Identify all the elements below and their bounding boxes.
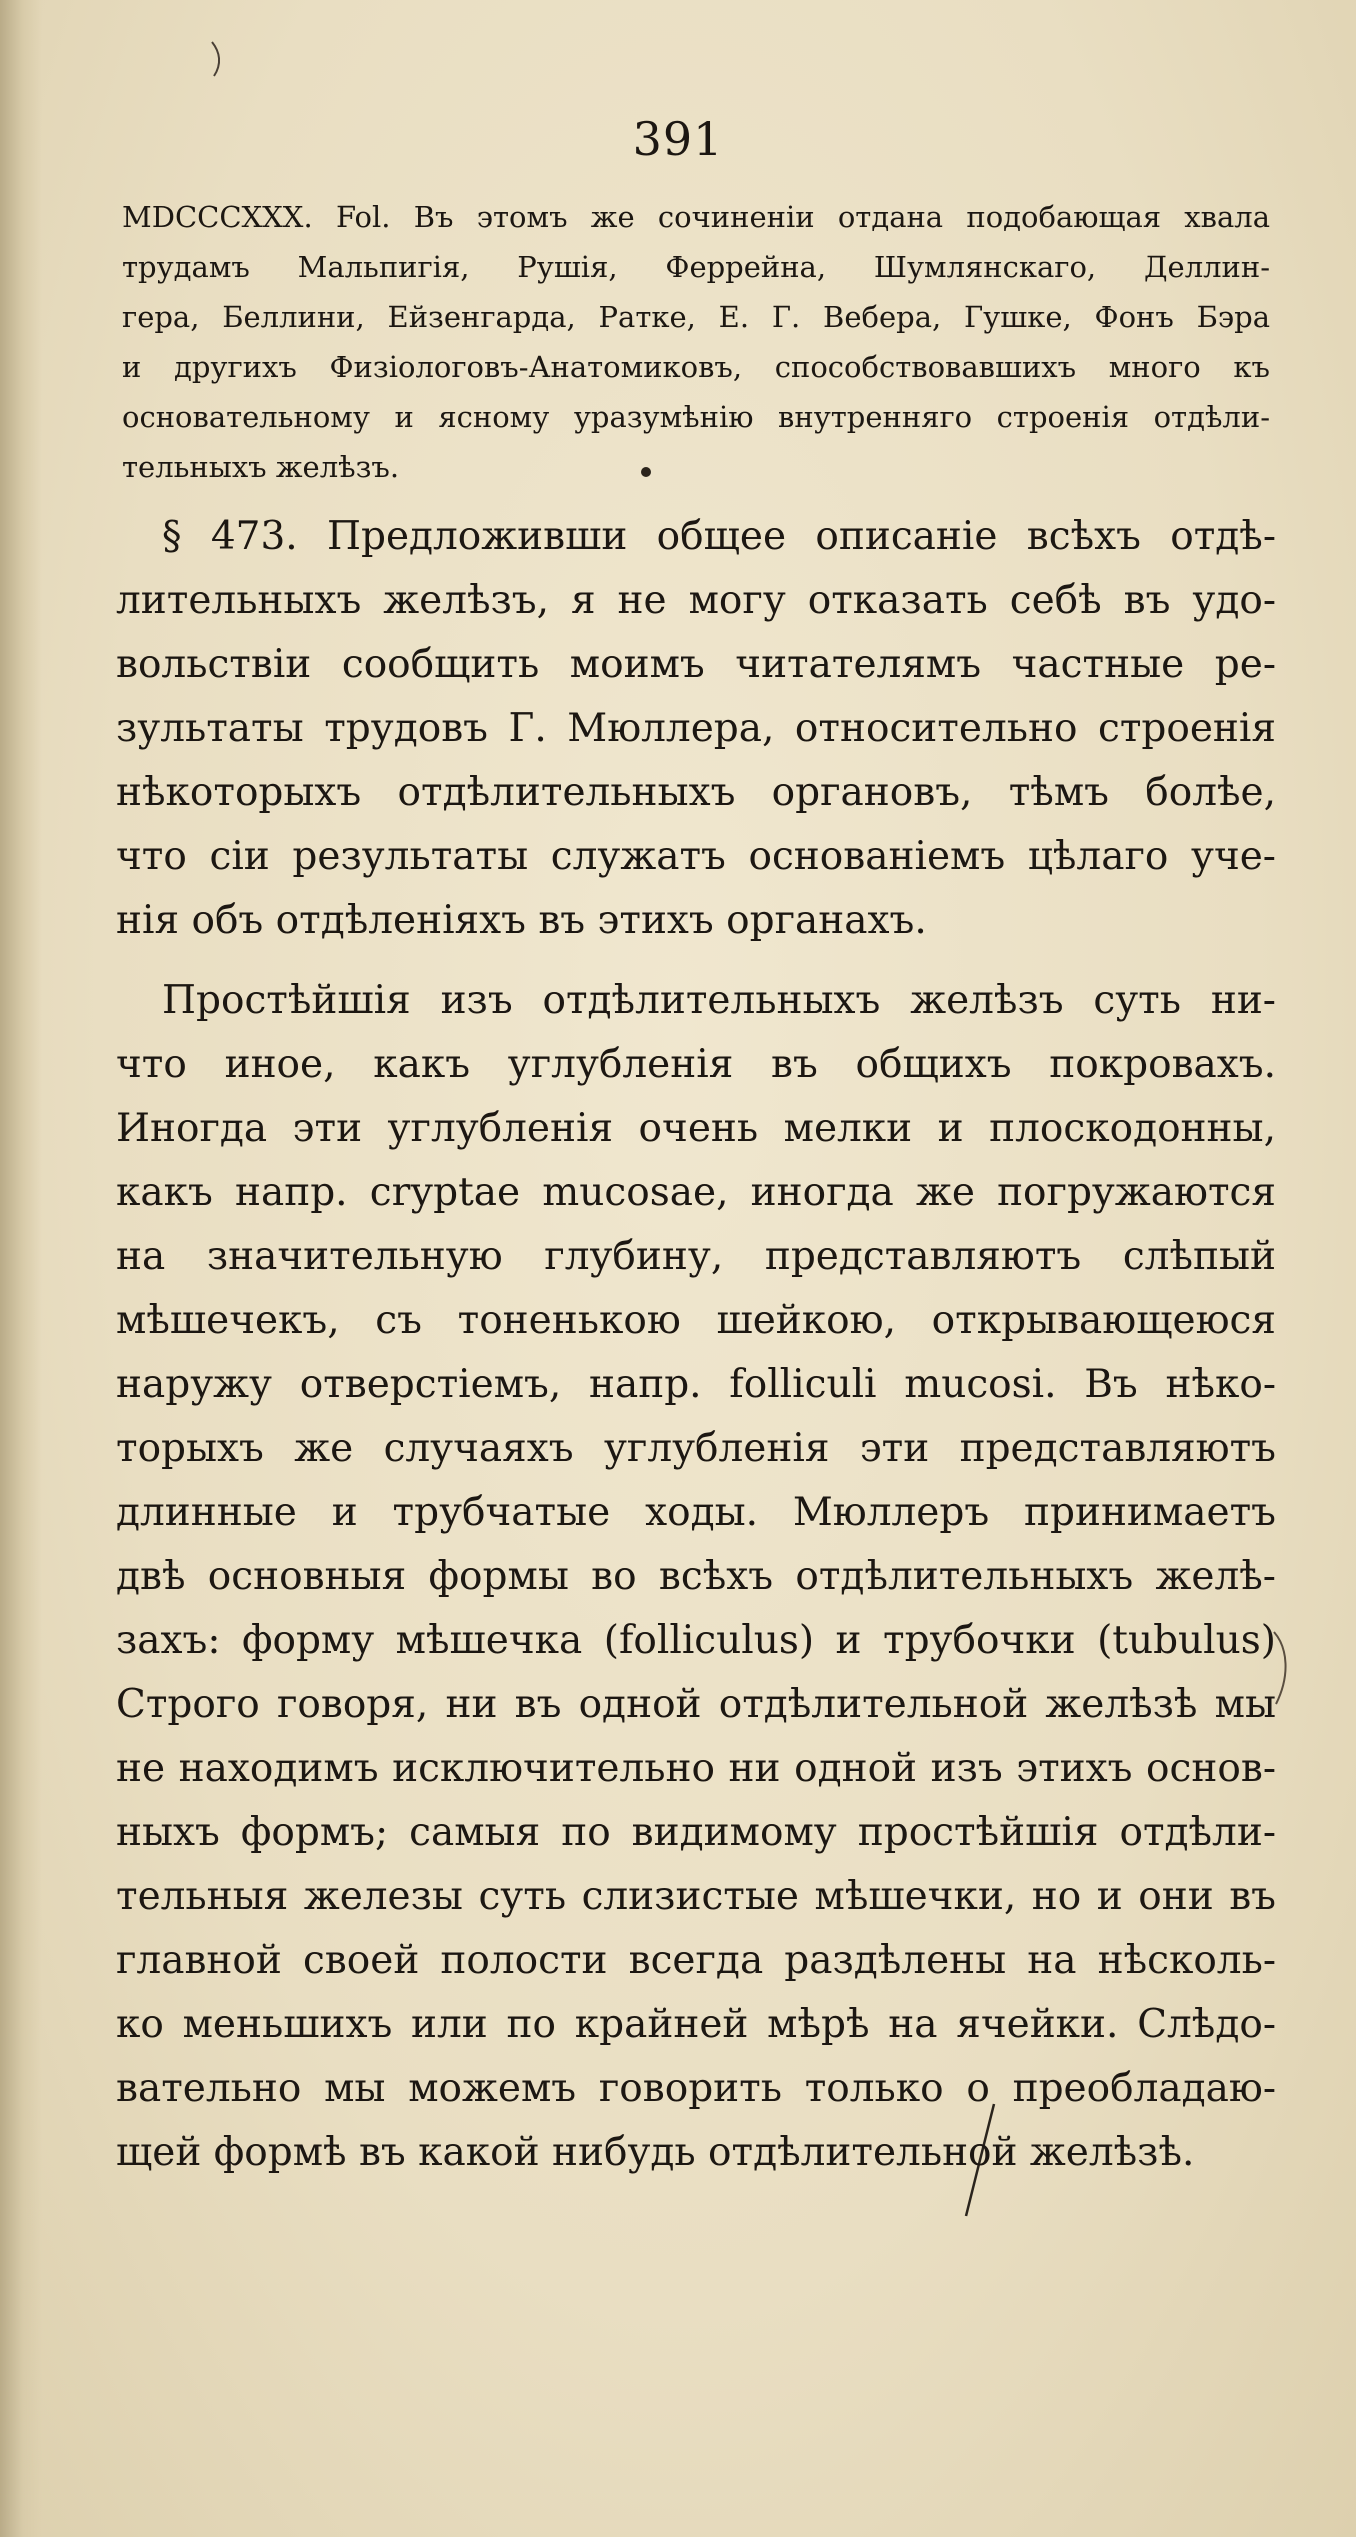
- paragraph-simplest-glands: [116, 969, 1276, 2185]
- footnote-line: гера, Беллини, Ейзенгарда, Ратке, Е. Г. Вебера, Гушке, Фонъ Бэра: [122, 300, 1270, 334]
- text-line: Простѣйшія изъ отдѣлительныхъ желѣзъ суть ни-: [162, 978, 1276, 1023]
- text-line: Иногда эти углубленія очень мелки и плоскодонны,: [116, 1106, 1276, 1151]
- text-line: торыхъ же случаяхъ углубленія эти представляютъ: [116, 1426, 1276, 1471]
- page-number: 391: [632, 112, 724, 166]
- footnote-line: трудамъ Мальпигія, Рушія, Феррейна, Шумлянскаго, Деллин-: [122, 250, 1270, 284]
- main-text: [116, 505, 1276, 2185]
- text-line: что сіи результаты служатъ основаніемъ цѣлаго уче-: [116, 834, 1276, 879]
- footnote-line: MDCCCXXX. Fol. Въ этомъ же сочиненіи отдана подобающая хвала: [122, 200, 1270, 234]
- footnote: [122, 192, 1270, 492]
- text-line: лительныхъ желѣзъ, я не могу отказать себѣ въ удо-: [116, 578, 1276, 623]
- text-line: тельныя железы суть слизистые мѣшечки, но и они въ: [116, 1874, 1276, 1919]
- text-line: не находимъ исключительно ни одной изъ этихъ основ-: [116, 1746, 1276, 1791]
- text-line: ко меньшихъ или по крайней мѣрѣ на ячейки. Слѣдо-: [116, 2002, 1276, 2047]
- text-line: захъ: форму мѣшечка (folliculus) и трубочки (tubulus): [116, 1618, 1276, 1663]
- text-line: вольствіи сообщить моимъ читателямъ частные ре-: [116, 642, 1276, 687]
- text-line: на значительную глубину, представляютъ слѣпый: [116, 1234, 1276, 1279]
- text-line: ныхъ формъ; самыя по видимому простѣйшія отдѣли-: [116, 1810, 1276, 1855]
- text-line: нѣкоторыхъ отдѣлительныхъ органовъ, тѣмъ болѣе,: [116, 770, 1276, 815]
- footnote-line: и другихъ Физіологовъ-Анатомиковъ, способствовавшихъ много къ: [122, 350, 1270, 384]
- footnote-line: тельныхъ желѣзъ.: [122, 450, 400, 484]
- text-line: § 473. Предложивши общее описаніе всѣхъ отдѣ-: [162, 514, 1276, 559]
- text-line: Строго говоря, ни въ одной отдѣлительной желѣзѣ мы: [116, 1682, 1276, 1727]
- text-line: вательно мы можемъ говорить только о преобладаю-: [116, 2066, 1276, 2111]
- text-line: зультаты трудовъ Г. Мюллера, относительно строенія: [116, 706, 1276, 751]
- binding-shadow: [0, 0, 42, 2537]
- text-line: двѣ основныя формы во всѣхъ отдѣлительныхъ желѣ-: [116, 1554, 1276, 1599]
- text-line: мѣшечекъ, съ тоненькою шейкою, открывающеюся: [116, 1298, 1276, 1343]
- footnote-line: основательному и ясному уразумѣнію внутренняго строенія отдѣли-: [122, 400, 1270, 434]
- pen-mark-top: [208, 40, 228, 80]
- text-line: какъ напр. crуptae mucosae, иногда же погружаются: [116, 1170, 1276, 1215]
- text-line: главной своей полости всегда раздѣлены на нѣсколь-: [116, 1938, 1276, 1983]
- text-line: наружу отверстіемъ, напр. folliculi mucosi. Въ нѣко-: [116, 1362, 1276, 1407]
- text-line: щей формѣ въ какой нибудь отдѣлительной желѣзѣ.: [116, 2130, 1195, 2175]
- paragraph-473: [116, 505, 1276, 953]
- text-line: нія объ отдѣленіяхъ въ этихъ органахъ.: [116, 898, 927, 943]
- text-line: что иное, какъ углубленія въ общихъ покровахъ.: [116, 1042, 1276, 1087]
- text-line: длинные и трубчатые ходы. Мюллеръ принимаетъ: [116, 1490, 1276, 1535]
